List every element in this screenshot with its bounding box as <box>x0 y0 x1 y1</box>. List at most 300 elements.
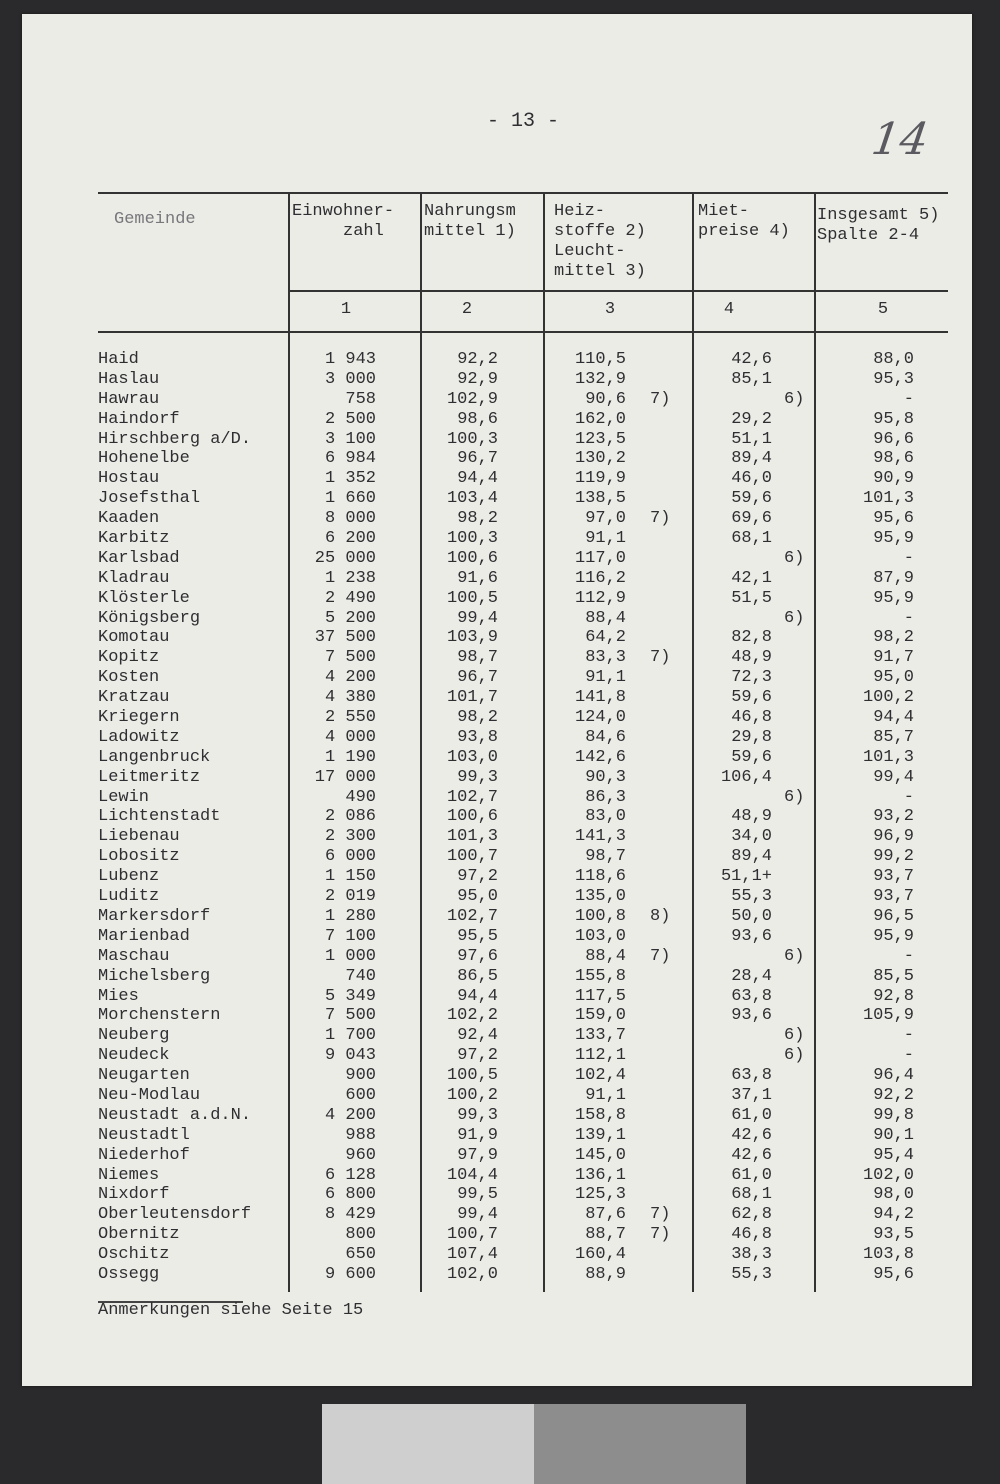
municipality-name: Lubenz <box>98 867 160 887</box>
heating-lighting-index: 83,3 <box>585 648 626 668</box>
total-index: - <box>903 608 914 628</box>
heating-lighting-index: 123,5 <box>574 429 626 449</box>
heating-note: 7) <box>650 1225 671 1245</box>
total-index: 87,9 <box>873 568 914 588</box>
population: 988 <box>345 1125 376 1145</box>
heating-lighting-index: 103,0 <box>574 926 626 946</box>
total-index: 103,8 <box>862 1245 914 1265</box>
heating-lighting-index: 132,9 <box>574 369 626 389</box>
municipality-name: Kladrau <box>98 568 170 588</box>
total-index: 93,7 <box>873 887 914 907</box>
heating-lighting-index: 110,5 <box>574 350 626 369</box>
total-index: 92,2 <box>873 1085 914 1105</box>
heating-note: 7) <box>650 1205 671 1225</box>
table-row <box>22 489 972 509</box>
municipality-name: Leitmeritz <box>98 767 201 787</box>
food-index: 95,5 <box>457 926 498 946</box>
rent-index: 106,4 <box>720 767 772 787</box>
municipality-name: Hohenelbe <box>98 449 190 469</box>
rent-index: 93,6 <box>731 926 772 946</box>
population: 800 <box>345 1225 376 1245</box>
rent-index: 63,8 <box>731 986 772 1006</box>
food-index: 100,7 <box>446 847 498 867</box>
population: 650 <box>345 1245 376 1265</box>
heating-lighting-index: 100,8 <box>574 906 626 926</box>
municipality-name: Komotau <box>98 628 170 648</box>
total-index: 99,2 <box>873 847 914 867</box>
table-row <box>22 1185 972 1205</box>
rent-index: 48,9 <box>731 648 772 668</box>
total-index: 94,4 <box>873 708 914 728</box>
rent-note: 6) <box>784 389 805 409</box>
table-row <box>22 390 972 410</box>
municipality-name: Kopitz <box>98 648 160 668</box>
population: 7 100 <box>324 926 376 946</box>
population: 6 800 <box>324 1185 376 1205</box>
population: 4 200 <box>324 1105 376 1125</box>
population: 3 000 <box>324 369 376 389</box>
total-index: 93,2 <box>873 807 914 827</box>
heating-lighting-index: 91,1 <box>585 668 626 688</box>
table-row <box>22 867 972 887</box>
food-index: 95,0 <box>457 887 498 907</box>
table-row <box>22 430 972 450</box>
municipality-name: Luditz <box>98 887 160 907</box>
column-number-rule <box>98 331 948 333</box>
population: 740 <box>345 966 376 986</box>
total-index: 95,0 <box>873 668 914 688</box>
table-row <box>22 708 972 728</box>
table-row <box>22 748 972 768</box>
rent-note: 6) <box>784 608 805 628</box>
total-index: 93,7 <box>873 867 914 887</box>
rent-index: 63,8 <box>731 1066 772 1086</box>
population: 1 660 <box>324 489 376 509</box>
heating-lighting-index: 102,4 <box>574 1066 626 1086</box>
food-index: 100,2 <box>446 1085 498 1105</box>
table-row <box>22 509 972 529</box>
food-index: 102,7 <box>446 906 498 926</box>
food-index: 103,4 <box>446 489 498 509</box>
population: 1 700 <box>324 1026 376 1046</box>
table-row <box>22 370 972 390</box>
table-row <box>22 569 972 589</box>
municipality-name: Neudeck <box>98 1046 170 1066</box>
heating-lighting-index: 97,0 <box>585 509 626 529</box>
total-index: 105,9 <box>862 1006 914 1026</box>
heating-lighting-index: 88,7 <box>585 1225 626 1245</box>
food-index: 98,2 <box>457 509 498 529</box>
municipality-name: Oschitz <box>98 1245 170 1265</box>
heating-lighting-index: 116,2 <box>574 568 626 588</box>
population: 758 <box>345 389 376 409</box>
rent-index: 89,4 <box>731 847 772 867</box>
rent-index: 42,1 <box>731 568 772 588</box>
heating-lighting-index: 90,3 <box>585 767 626 787</box>
header-einwohner: Einwohner- zahl <box>292 202 395 241</box>
heating-note: 7) <box>650 648 671 668</box>
rent-index: 93,6 <box>731 1006 772 1026</box>
food-index: 100,3 <box>446 529 498 549</box>
population: 6 200 <box>324 529 376 549</box>
rent-note: 6) <box>784 1026 805 1046</box>
table-row <box>22 987 972 1007</box>
table-row <box>22 1106 972 1126</box>
rent-index: 61,0 <box>731 1105 772 1125</box>
municipality-name: Haslau <box>98 369 160 389</box>
table-row <box>22 807 972 827</box>
rent-index: 59,6 <box>731 489 772 509</box>
population: 5 200 <box>324 608 376 628</box>
table-row <box>22 350 972 370</box>
folio-mark: 14 <box>868 114 932 165</box>
rent-note: 6) <box>784 548 805 568</box>
total-index: 95,9 <box>873 588 914 608</box>
total-index: - <box>903 1046 914 1066</box>
food-index: 100,5 <box>446 588 498 608</box>
population: 1 190 <box>324 747 376 767</box>
municipality-name: Lobositz <box>98 847 180 867</box>
table-row <box>22 1205 972 1225</box>
header-gemeinde: Gemeinde <box>114 210 196 229</box>
total-index: - <box>903 1026 914 1046</box>
rent-index: 29,8 <box>731 727 772 747</box>
population: 1 000 <box>324 946 376 966</box>
food-index: 100,3 <box>446 429 498 449</box>
food-index: 97,2 <box>457 1046 498 1066</box>
page-number: - 13 - <box>487 110 560 133</box>
food-index: 94,4 <box>457 469 498 489</box>
population: 25 000 <box>314 548 376 568</box>
heating-lighting-index: 87,6 <box>585 1205 626 1225</box>
table-row <box>22 688 972 708</box>
rent-index: 59,6 <box>731 747 772 767</box>
table-row <box>22 1066 972 1086</box>
heating-lighting-index: 98,7 <box>585 847 626 867</box>
population: 3 100 <box>324 429 376 449</box>
column-number-1: 1 <box>340 300 352 319</box>
rent-note: 6) <box>784 946 805 966</box>
table-row <box>22 1225 972 1245</box>
population: 7 500 <box>324 648 376 668</box>
total-index: 95,9 <box>873 529 914 549</box>
header-nahrung: Nahrungsm mittel 1) <box>424 202 516 241</box>
heating-lighting-index: 91,1 <box>585 529 626 549</box>
food-index: 104,4 <box>446 1165 498 1185</box>
population: 37 500 <box>314 628 376 648</box>
heating-lighting-index: 64,2 <box>585 628 626 648</box>
municipality-name: Marienbad <box>98 926 190 946</box>
municipality-name: Liebenau <box>98 827 180 847</box>
rent-index: 42,6 <box>731 350 772 369</box>
heating-lighting-index: 141,8 <box>574 688 626 708</box>
food-index: 92,4 <box>457 1026 498 1046</box>
table-row <box>22 827 972 847</box>
table-row <box>22 1245 972 1265</box>
heating-lighting-index: 162,0 <box>574 409 626 429</box>
table-body <box>22 350 972 1285</box>
total-index: 93,5 <box>873 1225 914 1245</box>
total-index: - <box>903 946 914 966</box>
population: 8 429 <box>324 1205 376 1225</box>
food-index: 100,7 <box>446 1225 498 1245</box>
total-index: 95,6 <box>873 1264 914 1284</box>
table-row <box>22 728 972 748</box>
food-index: 99,3 <box>457 767 498 787</box>
rent-note: 6) <box>784 1046 805 1066</box>
municipality-name: Neugarten <box>98 1066 190 1086</box>
heating-lighting-index: 155,8 <box>574 966 626 986</box>
total-index: - <box>903 787 914 807</box>
municipality-name: Lewin <box>98 787 150 807</box>
rent-index: 59,6 <box>731 688 772 708</box>
rent-index: 46,8 <box>731 1225 772 1245</box>
municipality-name: Niederhof <box>98 1145 190 1165</box>
heating-lighting-index: 125,3 <box>574 1185 626 1205</box>
heating-lighting-index: 88,4 <box>585 946 626 966</box>
total-index: 88,0 <box>873 350 914 369</box>
food-index: 97,6 <box>457 946 498 966</box>
rent-index: 51,5 <box>731 588 772 608</box>
table-row <box>22 1265 972 1285</box>
food-index: 92,9 <box>457 369 498 389</box>
heating-lighting-index: 88,9 <box>585 1264 626 1284</box>
rent-index: 38,3 <box>731 1245 772 1265</box>
total-index: 95,3 <box>873 369 914 389</box>
rent-index: 50,0 <box>731 906 772 926</box>
table-row <box>22 1046 972 1066</box>
column-number-2: 2 <box>461 300 473 319</box>
heating-lighting-index: 117,0 <box>574 548 626 568</box>
population: 2 300 <box>324 827 376 847</box>
food-index: 96,7 <box>457 668 498 688</box>
municipality-name: Klösterle <box>98 588 190 608</box>
municipality-name: Kaaden <box>98 509 160 529</box>
table-row <box>22 1006 972 1026</box>
municipality-name: Maschau <box>98 946 170 966</box>
table-row <box>22 967 972 987</box>
food-index: 86,5 <box>457 966 498 986</box>
municipality-name: Michelsberg <box>98 966 211 986</box>
total-index: 100,2 <box>862 688 914 708</box>
total-index: 96,6 <box>873 429 914 449</box>
total-index: 90,1 <box>873 1125 914 1145</box>
food-index: 91,6 <box>457 568 498 588</box>
header-rule <box>290 290 948 292</box>
table-row <box>22 529 972 549</box>
municipality-name: Haindorf <box>98 409 180 429</box>
population: 6 984 <box>324 449 376 469</box>
rent-index: 72,3 <box>731 668 772 688</box>
municipality-name: Kriegern <box>98 708 180 728</box>
table-row <box>22 668 972 688</box>
population: 6 000 <box>324 847 376 867</box>
table-row <box>22 1146 972 1166</box>
food-index: 107,4 <box>446 1245 498 1265</box>
rent-index: 89,4 <box>731 449 772 469</box>
municipality-name: Morchenstern <box>98 1006 221 1026</box>
municipality-name: Karlsbad <box>98 548 180 568</box>
total-index: 99,8 <box>873 1105 914 1125</box>
table-row <box>22 1126 972 1146</box>
heating-lighting-index: 90,6 <box>585 389 626 409</box>
population: 2 550 <box>324 708 376 728</box>
food-index: 99,4 <box>457 608 498 628</box>
population: 1 280 <box>324 906 376 926</box>
table-row <box>22 609 972 629</box>
table-row <box>22 887 972 907</box>
population: 6 128 <box>324 1165 376 1185</box>
table-row <box>22 1026 972 1046</box>
food-index: 97,9 <box>457 1145 498 1165</box>
food-index: 99,4 <box>457 1205 498 1225</box>
heating-lighting-index: 158,8 <box>574 1105 626 1125</box>
municipality-name: Josefsthal <box>98 489 201 509</box>
food-index: 100,6 <box>446 548 498 568</box>
municipality-name: Haid <box>98 350 139 369</box>
food-index: 94,4 <box>457 986 498 1006</box>
rent-index: 29,2 <box>731 409 772 429</box>
municipality-name: Markersdorf <box>98 906 211 926</box>
municipality-name: Mies <box>98 986 139 1006</box>
heating-lighting-index: 141,3 <box>574 827 626 847</box>
municipality-name: Neustadtl <box>98 1125 190 1145</box>
population: 8 000 <box>324 509 376 529</box>
food-index: 97,2 <box>457 867 498 887</box>
total-index: 95,9 <box>873 926 914 946</box>
population: 1 150 <box>324 867 376 887</box>
municipality-name: Nixdorf <box>98 1185 170 1205</box>
rent-index: 85,1 <box>731 369 772 389</box>
rent-index: 55,3 <box>731 887 772 907</box>
heating-lighting-index: 136,1 <box>574 1165 626 1185</box>
rent-index: 46,8 <box>731 708 772 728</box>
heating-lighting-index: 91,1 <box>585 1085 626 1105</box>
municipality-name: Obernitz <box>98 1225 180 1245</box>
table-top-rule <box>98 192 948 194</box>
total-index: 98,6 <box>873 449 914 469</box>
total-index: 95,8 <box>873 409 914 429</box>
heating-lighting-index: 84,6 <box>585 727 626 747</box>
heating-note: 7) <box>650 946 671 966</box>
heating-lighting-index: 112,1 <box>574 1046 626 1066</box>
food-index: 102,9 <box>446 389 498 409</box>
heating-lighting-index: 138,5 <box>574 489 626 509</box>
municipality-name: Kosten <box>98 668 160 688</box>
population: 4 200 <box>324 668 376 688</box>
table-row <box>22 449 972 469</box>
column-number-3: 3 <box>604 300 616 319</box>
population: 7 500 <box>324 1006 376 1026</box>
heating-lighting-index: 124,0 <box>574 708 626 728</box>
rent-index: 61,0 <box>731 1165 772 1185</box>
municipality-name: Oberleutensdorf <box>98 1205 252 1225</box>
population: 2 500 <box>324 409 376 429</box>
rent-note: 6) <box>784 787 805 807</box>
population: 490 <box>345 787 376 807</box>
header-insgesamt: Insgesamt 5) Spalte 2-4 <box>817 206 940 245</box>
municipality-name: Hirschberg a/D. <box>98 429 252 449</box>
rent-index: 42,6 <box>731 1145 772 1165</box>
total-index: 95,4 <box>873 1145 914 1165</box>
food-index: 98,2 <box>457 708 498 728</box>
heating-lighting-index: 86,3 <box>585 787 626 807</box>
rent-index: 51,1 <box>731 429 772 449</box>
total-index: 91,7 <box>873 648 914 668</box>
food-index: 91,9 <box>457 1125 498 1145</box>
header-miet: Miet- preise 4) <box>698 202 790 241</box>
population: 1 943 <box>324 350 376 369</box>
rent-index: 28,4 <box>731 966 772 986</box>
total-index: 85,5 <box>873 966 914 986</box>
municipality-name: Neuberg <box>98 1026 170 1046</box>
total-index: 85,7 <box>873 727 914 747</box>
total-index: - <box>903 548 914 568</box>
heating-lighting-index: 117,5 <box>574 986 626 1006</box>
food-index: 92,2 <box>457 350 498 369</box>
total-index: 96,4 <box>873 1066 914 1086</box>
rent-index: 82,8 <box>731 628 772 648</box>
footnote: Anmerkungen siehe Seite 15 <box>98 1301 364 1320</box>
rent-index: 68,1 <box>731 529 772 549</box>
municipality-name: Kratzau <box>98 688 170 708</box>
total-index: 90,9 <box>873 469 914 489</box>
municipality-name: Lichtenstadt <box>98 807 221 827</box>
table-row <box>22 768 972 788</box>
heating-lighting-index: 142,6 <box>574 747 626 767</box>
municipality-name: Neu-Modlau <box>98 1085 201 1105</box>
heating-note: 8) <box>650 906 671 926</box>
food-index: 103,0 <box>446 747 498 767</box>
table-row <box>22 1166 972 1186</box>
document-page <box>22 14 972 1386</box>
total-index: - <box>903 389 914 409</box>
heating-lighting-index: 112,9 <box>574 588 626 608</box>
municipality-name: Ladowitz <box>98 727 180 747</box>
total-index: 94,2 <box>873 1205 914 1225</box>
total-index: 99,4 <box>873 767 914 787</box>
population: 900 <box>345 1066 376 1086</box>
municipality-name: Langenbruck <box>98 747 211 767</box>
food-index: 99,3 <box>457 1105 498 1125</box>
heating-lighting-index: 119,9 <box>574 469 626 489</box>
population: 960 <box>345 1145 376 1165</box>
total-index: 92,8 <box>873 986 914 1006</box>
rent-index: 62,8 <box>731 1205 772 1225</box>
population: 4 380 <box>324 688 376 708</box>
column-number-5: 5 <box>877 300 889 319</box>
food-index: 101,7 <box>446 688 498 708</box>
population: 9 600 <box>324 1264 376 1284</box>
rent-index: 34,0 <box>731 827 772 847</box>
municipality-name: Neustadt a.d.N. <box>98 1105 252 1125</box>
municipality-name: Ossegg <box>98 1264 160 1284</box>
heating-lighting-index: 83,0 <box>585 807 626 827</box>
rent-index: 55,3 <box>731 1264 772 1284</box>
scan-strip-dark <box>534 1404 746 1484</box>
heating-lighting-index: 160,4 <box>574 1245 626 1265</box>
population: 5 349 <box>324 986 376 1006</box>
table-row <box>22 469 972 489</box>
table-row <box>22 1086 972 1106</box>
table-row <box>22 549 972 569</box>
total-index: 96,5 <box>873 906 914 926</box>
municipality-name: Königsberg <box>98 608 201 628</box>
heating-lighting-index: 139,1 <box>574 1125 626 1145</box>
food-index: 98,6 <box>457 409 498 429</box>
population: 9 043 <box>324 1046 376 1066</box>
table-row <box>22 947 972 967</box>
